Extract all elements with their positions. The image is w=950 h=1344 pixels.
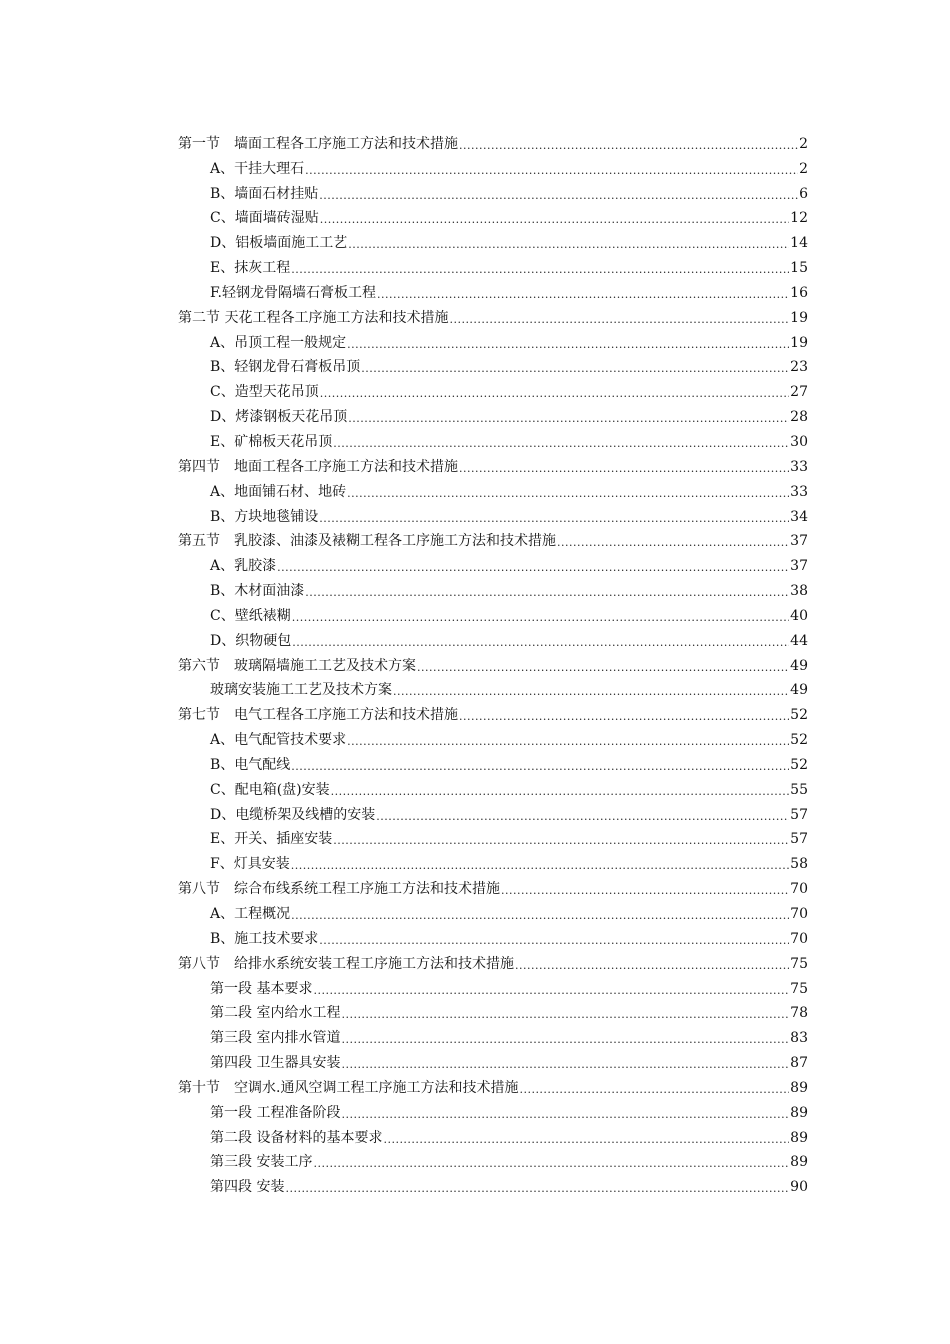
toc-subsection-entry[interactable] [178,376,808,401]
toc-dot-leader [361,362,789,376]
toc-page-number: 30 [790,433,808,450]
toc-subsection-entry[interactable] [178,203,808,228]
toc-page-number: 75 [790,980,808,997]
toc-page-number: 34 [790,508,808,525]
toc-entry-title: A、电气配管技术要求 [210,732,347,749]
toc-dot-leader [319,189,798,203]
toc-entry-title: D、织物硬包 [210,632,292,649]
toc-dot-leader [519,1083,789,1097]
toc-page-number: 23 [790,359,808,376]
toc-entry-title: E、矿棉板天花吊顶 [210,433,333,450]
toc-entry-title: 玻璃安装施工工艺及技术方案 [210,682,392,699]
toc-entry-title: 第三段 安装工序 [210,1154,313,1171]
toc-subsection-entry[interactable] [178,774,808,799]
toc-entry-title: B、电气配线 [210,756,291,773]
toc-entry-title: 第四段 安装 [210,1179,285,1196]
toc-subsection-entry[interactable] [178,1147,808,1172]
toc-dot-leader [277,561,789,575]
toc-dot-leader [333,834,789,848]
toc-page-number: 89 [790,1104,808,1121]
toc-subsection-entry[interactable] [178,501,808,526]
toc-page-number: 19 [790,309,808,326]
toc-page-number: 70 [790,881,808,898]
toc-entry-title: E、开关、插座安装 [210,831,333,848]
toc-dot-leader [377,288,789,302]
toc-page-number: 89 [790,1129,808,1146]
toc-page-number: 15 [790,260,808,277]
toc-page-number: 49 [790,657,808,674]
toc-subsection-entry[interactable] [178,625,808,650]
toc-subsection-entry[interactable] [178,724,808,749]
toc-dot-leader [319,512,789,526]
toc-entry-title: D、铝板墙面施工工艺 [210,235,348,252]
toc-dot-leader [348,412,789,426]
toc-dot-leader [376,810,789,824]
toc-subsection-entry[interactable] [178,799,808,824]
toc-page-number: 33 [790,483,808,500]
toc-dot-leader [320,387,789,401]
toc-subsection-entry[interactable] [178,178,808,203]
toc-section-entry[interactable] [178,526,808,551]
toc-page-number: 38 [790,583,808,600]
toc-subsection-entry[interactable] [178,848,808,873]
toc-page-number: 70 [790,906,808,922]
toc-subsection-entry[interactable] [178,1097,808,1122]
toc-entry-title: A、干挂大理石 [210,160,305,177]
toc-entry-title: C、壁纸裱糊 [210,607,291,624]
toc-entry-title: F、灯具安装 [210,856,290,873]
toc-entry-title: B、方块地毯铺设 [210,508,319,525]
toc-dot-leader [459,139,798,153]
toc-subsection-entry[interactable] [178,327,808,352]
toc-subsection-entry[interactable] [178,153,808,178]
toc-entry-title: C、配电箱(盘)安装 [210,781,330,798]
toc-dot-leader [285,1182,789,1196]
toc-page-number: 75 [790,955,808,972]
toc-page-number: 87 [790,1055,808,1072]
toc-dot-leader [292,636,789,650]
toc-subsection-entry[interactable] [178,476,808,501]
toc-subsection-entry[interactable] [178,749,808,774]
toc-entry-title: A、地面铺石材、地砖 [210,483,347,500]
toc-subsection-entry[interactable] [178,252,808,277]
toc-page-number: 6 [799,185,808,202]
toc-subsection-entry[interactable] [178,600,808,625]
toc-dot-leader [305,586,789,600]
toc-page-number: 37 [790,533,808,550]
toc-page-number: 49 [790,682,808,699]
toc-dot-leader [333,437,789,451]
toc-dot-leader [341,1058,789,1072]
toc-section-entry[interactable] [178,1072,808,1097]
toc-subsection-entry[interactable] [178,824,808,849]
toc-page-number: 89 [790,1079,808,1096]
toc-page-number: 2 [799,160,808,177]
toc-dot-leader [291,859,789,873]
toc-page-number: 83 [790,1030,808,1047]
toc-dot-leader [501,884,789,898]
toc-dot-leader [305,164,798,178]
toc-dot-leader [319,934,789,948]
toc-page-number: 12 [790,210,808,227]
toc-dot-leader [417,661,789,675]
toc-entry-title: 第二段 设备材料的基本要求 [210,1129,383,1146]
toc-entry-title: 第六节 玻璃隔墙施工工艺及技术方案 [178,657,416,674]
toc-page-number: 52 [790,732,808,749]
toc-page-number: 44 [790,632,808,649]
toc-dot-leader [341,1108,789,1122]
toc-entry-title: D、电缆桥架及线槽的安装 [210,806,376,823]
toc-section-entry[interactable] [178,128,808,153]
toc-page-number: 27 [790,384,808,401]
toc-entry-title: D、烤漆钢板天花吊顶 [210,409,348,426]
toc-subsection-entry[interactable] [178,401,808,426]
toc-entry-title: 第二段 室内给水工程 [210,1005,341,1022]
toc-entry-title: A、乳胶漆 [210,558,277,575]
toc-page-number: 19 [790,334,808,351]
toc-entry-title: 第四段 卫生器具安装 [210,1055,341,1072]
toc-section-entry[interactable] [178,948,808,973]
toc-entry-title: A、吊顶工程一般规定 [210,334,347,351]
toc-subsection-entry[interactable] [178,575,808,600]
toc-dot-leader [347,735,789,749]
toc-dot-leader [459,462,789,476]
toc-subsection-entry[interactable] [178,550,808,575]
toc-page-number: 52 [790,756,808,773]
toc-dot-leader [347,487,789,501]
toc-dot-leader [320,213,789,227]
toc-subsection-entry[interactable] [178,1022,808,1047]
toc-section-entry[interactable] [178,699,808,724]
toc-subsection-entry[interactable] [178,1047,808,1072]
toc-dot-leader [449,313,789,327]
toc-entry-title: 第三段 室内排水管道 [210,1030,341,1047]
toc-page-number: 16 [790,284,808,301]
toc-page-number: 78 [790,1005,808,1022]
toc-entry-title: 第一段 基本要求 [210,980,313,997]
toc-dot-leader [557,536,789,550]
toc-entry-title: B、木材面油漆 [210,583,305,600]
toc-page-number: 70 [790,930,808,947]
toc-entry-title: C、墙面墙砖湿贴 [210,210,319,227]
toc-dot-leader [341,1008,789,1022]
toc-page-number: 28 [790,409,808,426]
toc-page-number: 57 [790,806,808,823]
toc-page-number: 58 [790,856,808,873]
toc-page-number: 57 [790,831,808,848]
toc-dot-leader [459,710,789,724]
toc-entry-title: 第五节 乳胶漆、油漆及裱糊工程各工序施工方法和技术措施 [178,533,556,550]
toc-dot-leader [383,1133,789,1147]
toc-subsection-entry[interactable] [178,898,808,923]
toc-subsection-entry[interactable] [178,675,808,700]
toc-entry-title: 第二节 天花工程各工序施工方法和技术措施 [178,309,449,326]
toc-dot-leader [313,1157,789,1171]
table-of-contents [178,128,808,1196]
toc-entry-title: B、轻钢龙骨石膏板吊顶 [210,359,361,376]
toc-subsection-entry[interactable] [178,1122,808,1147]
toc-subsection-entry[interactable] [178,277,808,302]
toc-dot-leader [291,760,789,774]
toc-entry-title: 第四节 地面工程各工序施工方法和技术措施 [178,458,458,475]
toc-subsection-entry[interactable] [178,998,808,1023]
toc-page-number: 55 [790,781,808,798]
toc-subsection-entry[interactable] [178,973,808,998]
toc-dot-leader [347,338,789,352]
toc-section-entry[interactable] [178,302,808,327]
toc-subsection-entry[interactable] [178,426,808,451]
toc-entry-title: 第一段 工程准备阶段 [210,1104,341,1121]
toc-entry-title: 第十节 空调水.通风空调工程工序施工方法和技术措施 [178,1079,519,1096]
toc-entry-title: B、施工技术要求 [210,930,319,947]
toc-entry-title: F.轻钢龙骨隔墙石膏板工程 [210,284,376,301]
toc-page-number: 52 [790,707,808,724]
toc-dot-leader [292,611,789,625]
toc-subsection-entry[interactable] [178,1171,808,1196]
toc-page-number: 40 [790,607,808,624]
toc-section-entry[interactable] [178,650,808,675]
toc-dot-leader [515,959,789,973]
toc-page-number: 89 [790,1154,808,1171]
toc-page-number: 2 [799,135,808,152]
toc-dot-leader [393,685,789,699]
toc-section-entry[interactable] [178,451,808,476]
toc-entry-title: A、工程概况 [210,906,291,922]
toc-entry-title: 第八节 给排水系统安装工程工序施工方法和技术措施 [178,955,514,972]
toc-page-number: 37 [790,558,808,575]
toc-entry-title: 第七节 电气工程各工序施工方法和技术措施 [178,707,458,724]
toc-entry-title: 第一节 墙面工程各工序施工方法和技术措施 [178,135,458,152]
toc-entry-title: C、造型天花吊顶 [210,384,319,401]
toc-page-number: 14 [790,235,808,252]
toc-dot-leader [291,909,789,923]
toc-dot-leader [341,1033,789,1047]
toc-page-number: 90 [790,1179,808,1196]
toc-subsection-entry[interactable] [178,227,808,252]
toc-entry-title: 第八节 综合布线系统工程工序施工方法和技术措施 [178,881,500,898]
toc-dot-leader [331,785,790,799]
toc-subsection-entry[interactable] [178,352,808,377]
toc-entry-title: E、抹灰工程 [210,260,291,277]
toc-dot-leader [291,263,789,277]
toc-section-entry[interactable] [178,873,808,898]
toc-dot-leader [313,984,789,998]
toc-dot-leader [348,238,789,252]
toc-page-number: 33 [790,458,808,475]
toc-entry-title: B、墙面石材挂贴 [210,185,319,202]
toc-subsection-entry[interactable] [178,923,808,948]
